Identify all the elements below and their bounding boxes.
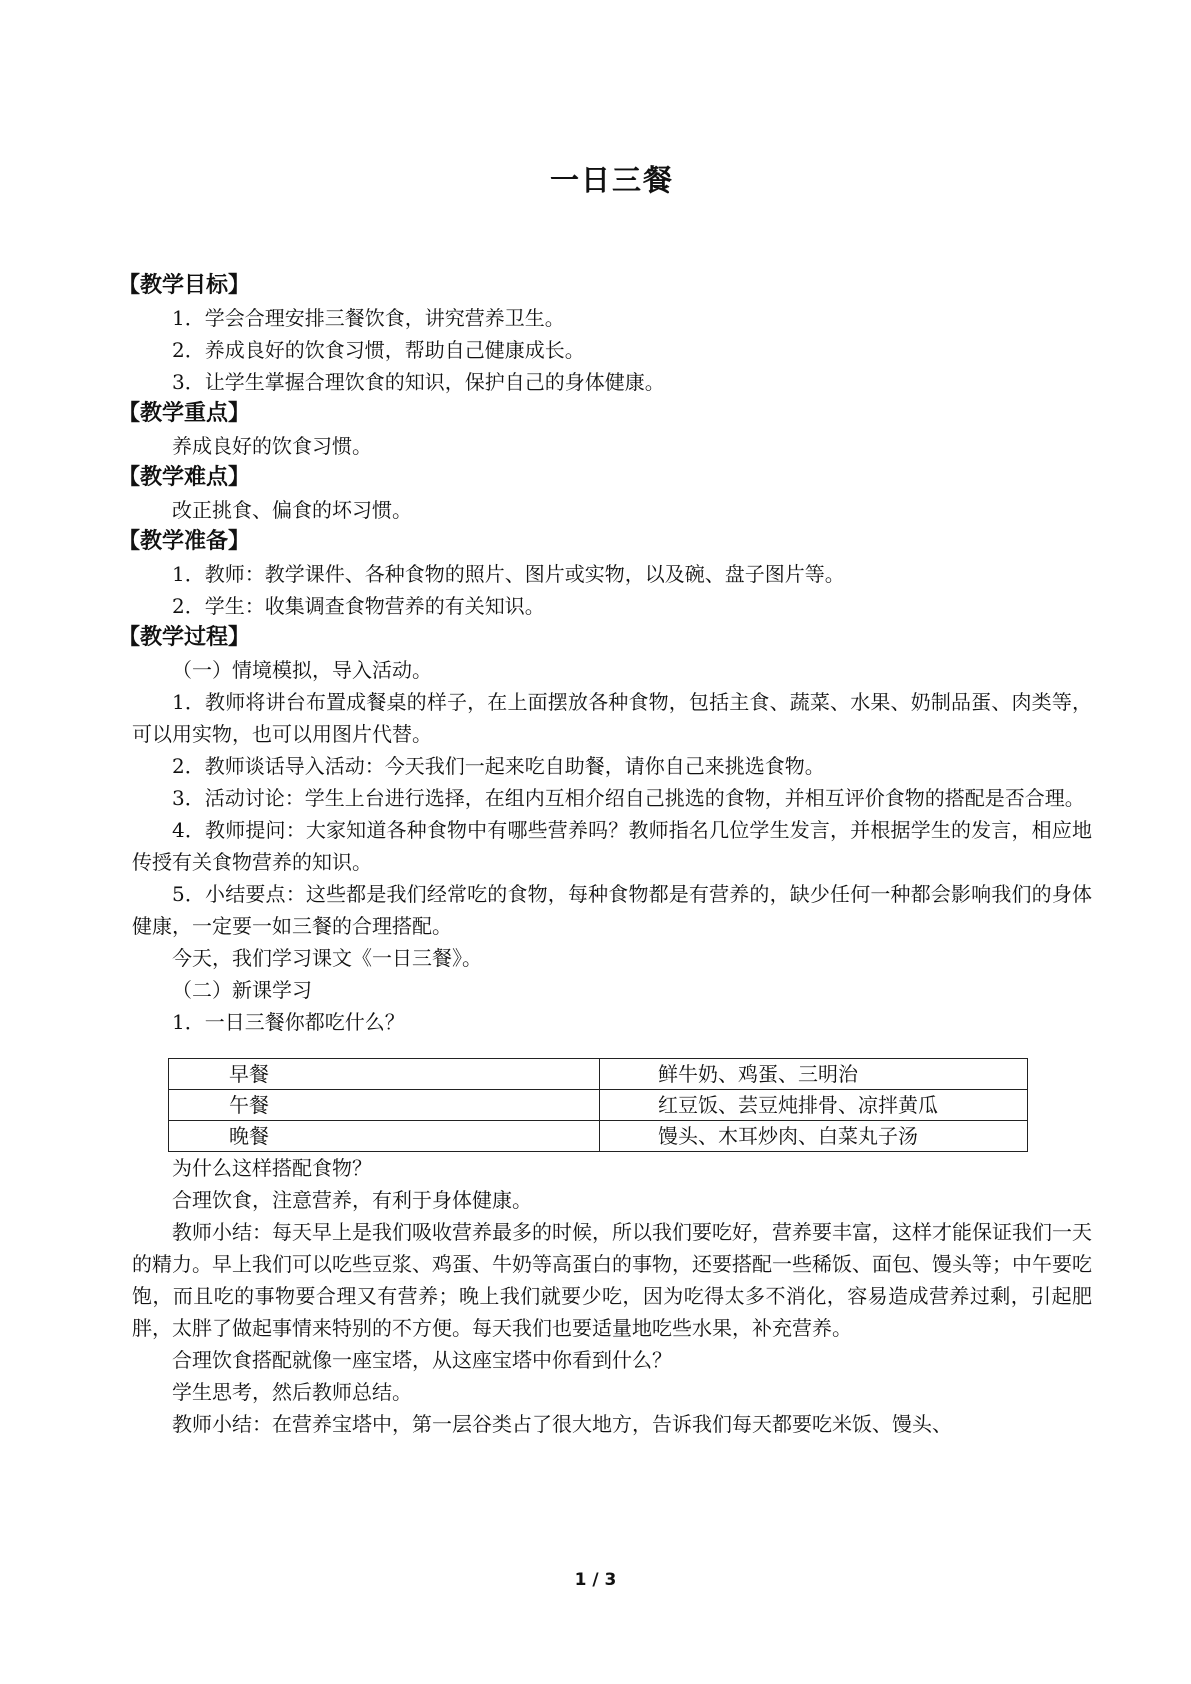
process-paragraph: 5．小结要点：这些都是我们经常吃的食物，每种食物都是有营养的，缺少任何一种都会影响我们的身体健康，一定要一如三餐的合理搭配。 xyxy=(132,882,1092,938)
page-number: 1 / 3 xyxy=(574,1570,617,1590)
meal-food-cell: 鲜牛奶、鸡蛋、三明治 xyxy=(600,1059,1028,1090)
preparation-item: 1．教师：教学课件、各种食物的照片、图片或实物，以及碗、盘子图片等。 xyxy=(172,562,845,586)
process-paragraph: 教师小结：在营养宝塔中，第一层谷类占了很大地方，告诉我们每天都要吃米饭、馒头、 xyxy=(172,1412,952,1436)
process-paragraph: 合理饮食，注意营养，有利于身体健康。 xyxy=(172,1188,532,1212)
process-paragraph: 2．教师谈话导入活动：今天我们一起来吃自助餐，请你自己来挑选食物。 xyxy=(172,754,825,778)
table-row xyxy=(169,1121,1028,1152)
meals-table xyxy=(168,1058,1028,1152)
process-paragraph: 学生思考，然后教师总结。 xyxy=(172,1380,412,1404)
spacer xyxy=(132,1038,1092,1058)
section-heading-goals: 【教学目标】 xyxy=(118,273,251,298)
section-heading-difficulty: 【教学难点】 xyxy=(118,465,251,490)
document-title: 一日三餐 xyxy=(549,163,674,197)
process-paragraph: 4．教师提问：大家知道各种食物中有哪些营养吗？教师指名几位学生发言，并根据学生的发言，相应地传授有关食物营养的知识。 xyxy=(132,818,1092,874)
goal-item: 3．让学生掌握合理饮食的知识，保护自己的身体健康。 xyxy=(172,370,665,394)
goal-item: 1．学会合理安排三餐饮食，讲究营养卫生。 xyxy=(172,306,565,330)
process-paragraph: （二）新课学习 xyxy=(172,978,312,1002)
process-paragraph: 教师小结：每天早上是我们吸收营养最多的时候，所以我们要吃好，营养要丰富，这样才能保证我们一天的精力。早上我们可以吃些豆浆、鸡蛋、牛奶等高蛋白的事物，还要搭配一些稀饭、面包、馒头等；中午要吃饱，而且吃的事物要合理又有营养；晚上我们就要少吃，因为吃得太多不消化，容易造成营养过剩，引起肥胖，太胖了做起事情来特别的不方便。每天我们也要适量地吃些水果，补充营养。 xyxy=(132,1220,1092,1340)
section-heading-process: 【教学过程】 xyxy=(118,625,251,650)
meal-food-cell: 馒头、木耳炒肉、白菜丸子汤 xyxy=(600,1121,1028,1152)
meal-food-cell: 红豆饭、芸豆炖排骨、凉拌黄瓜 xyxy=(600,1090,1028,1121)
meal-name-cell: 晚餐 xyxy=(169,1121,600,1152)
section-heading-key-point: 【教学重点】 xyxy=(118,401,251,426)
section-heading-preparation: 【教学准备】 xyxy=(118,529,251,554)
process-paragraph: 3．活动讨论：学生上台进行选择，在组内互相介绍自己挑选的食物，并相互评价食物的搭配是否合理。 xyxy=(172,786,1085,810)
table-row xyxy=(169,1059,1028,1090)
process-paragraph: 为什么这样搭配食物？ xyxy=(172,1156,372,1180)
meal-name-cell: 早餐 xyxy=(169,1059,600,1090)
goal-item: 2．养成良好的饮食习惯，帮助自己健康成长。 xyxy=(172,338,585,362)
process-paragraph: 合理饮食搭配就像一座宝塔，从这座宝塔中你看到什么？ xyxy=(172,1348,672,1372)
document-body xyxy=(118,270,1092,1440)
process-paragraph: 1．一日三餐你都吃什么？ xyxy=(172,1010,405,1034)
process-paragraph: 今天，我们学习课文《一日三餐》。 xyxy=(172,946,482,970)
preparation-item: 2．学生：收集调查食物营养的有关知识。 xyxy=(172,594,545,618)
process-paragraph: 1．教师将讲台布置成餐桌的样子，在上面摆放各种食物，包括主食、蔬菜、水果、奶制品蛋、肉类等，可以用实物，也可以用图片代替。 xyxy=(132,690,1092,746)
meal-name-cell: 午餐 xyxy=(169,1090,600,1121)
key-point-text: 养成良好的饮食习惯。 xyxy=(172,434,372,458)
process-paragraph: （一）情境模拟，导入活动。 xyxy=(172,658,432,682)
difficulty-text: 改正挑食、偏食的坏习惯。 xyxy=(172,498,412,522)
table-row xyxy=(169,1090,1028,1121)
